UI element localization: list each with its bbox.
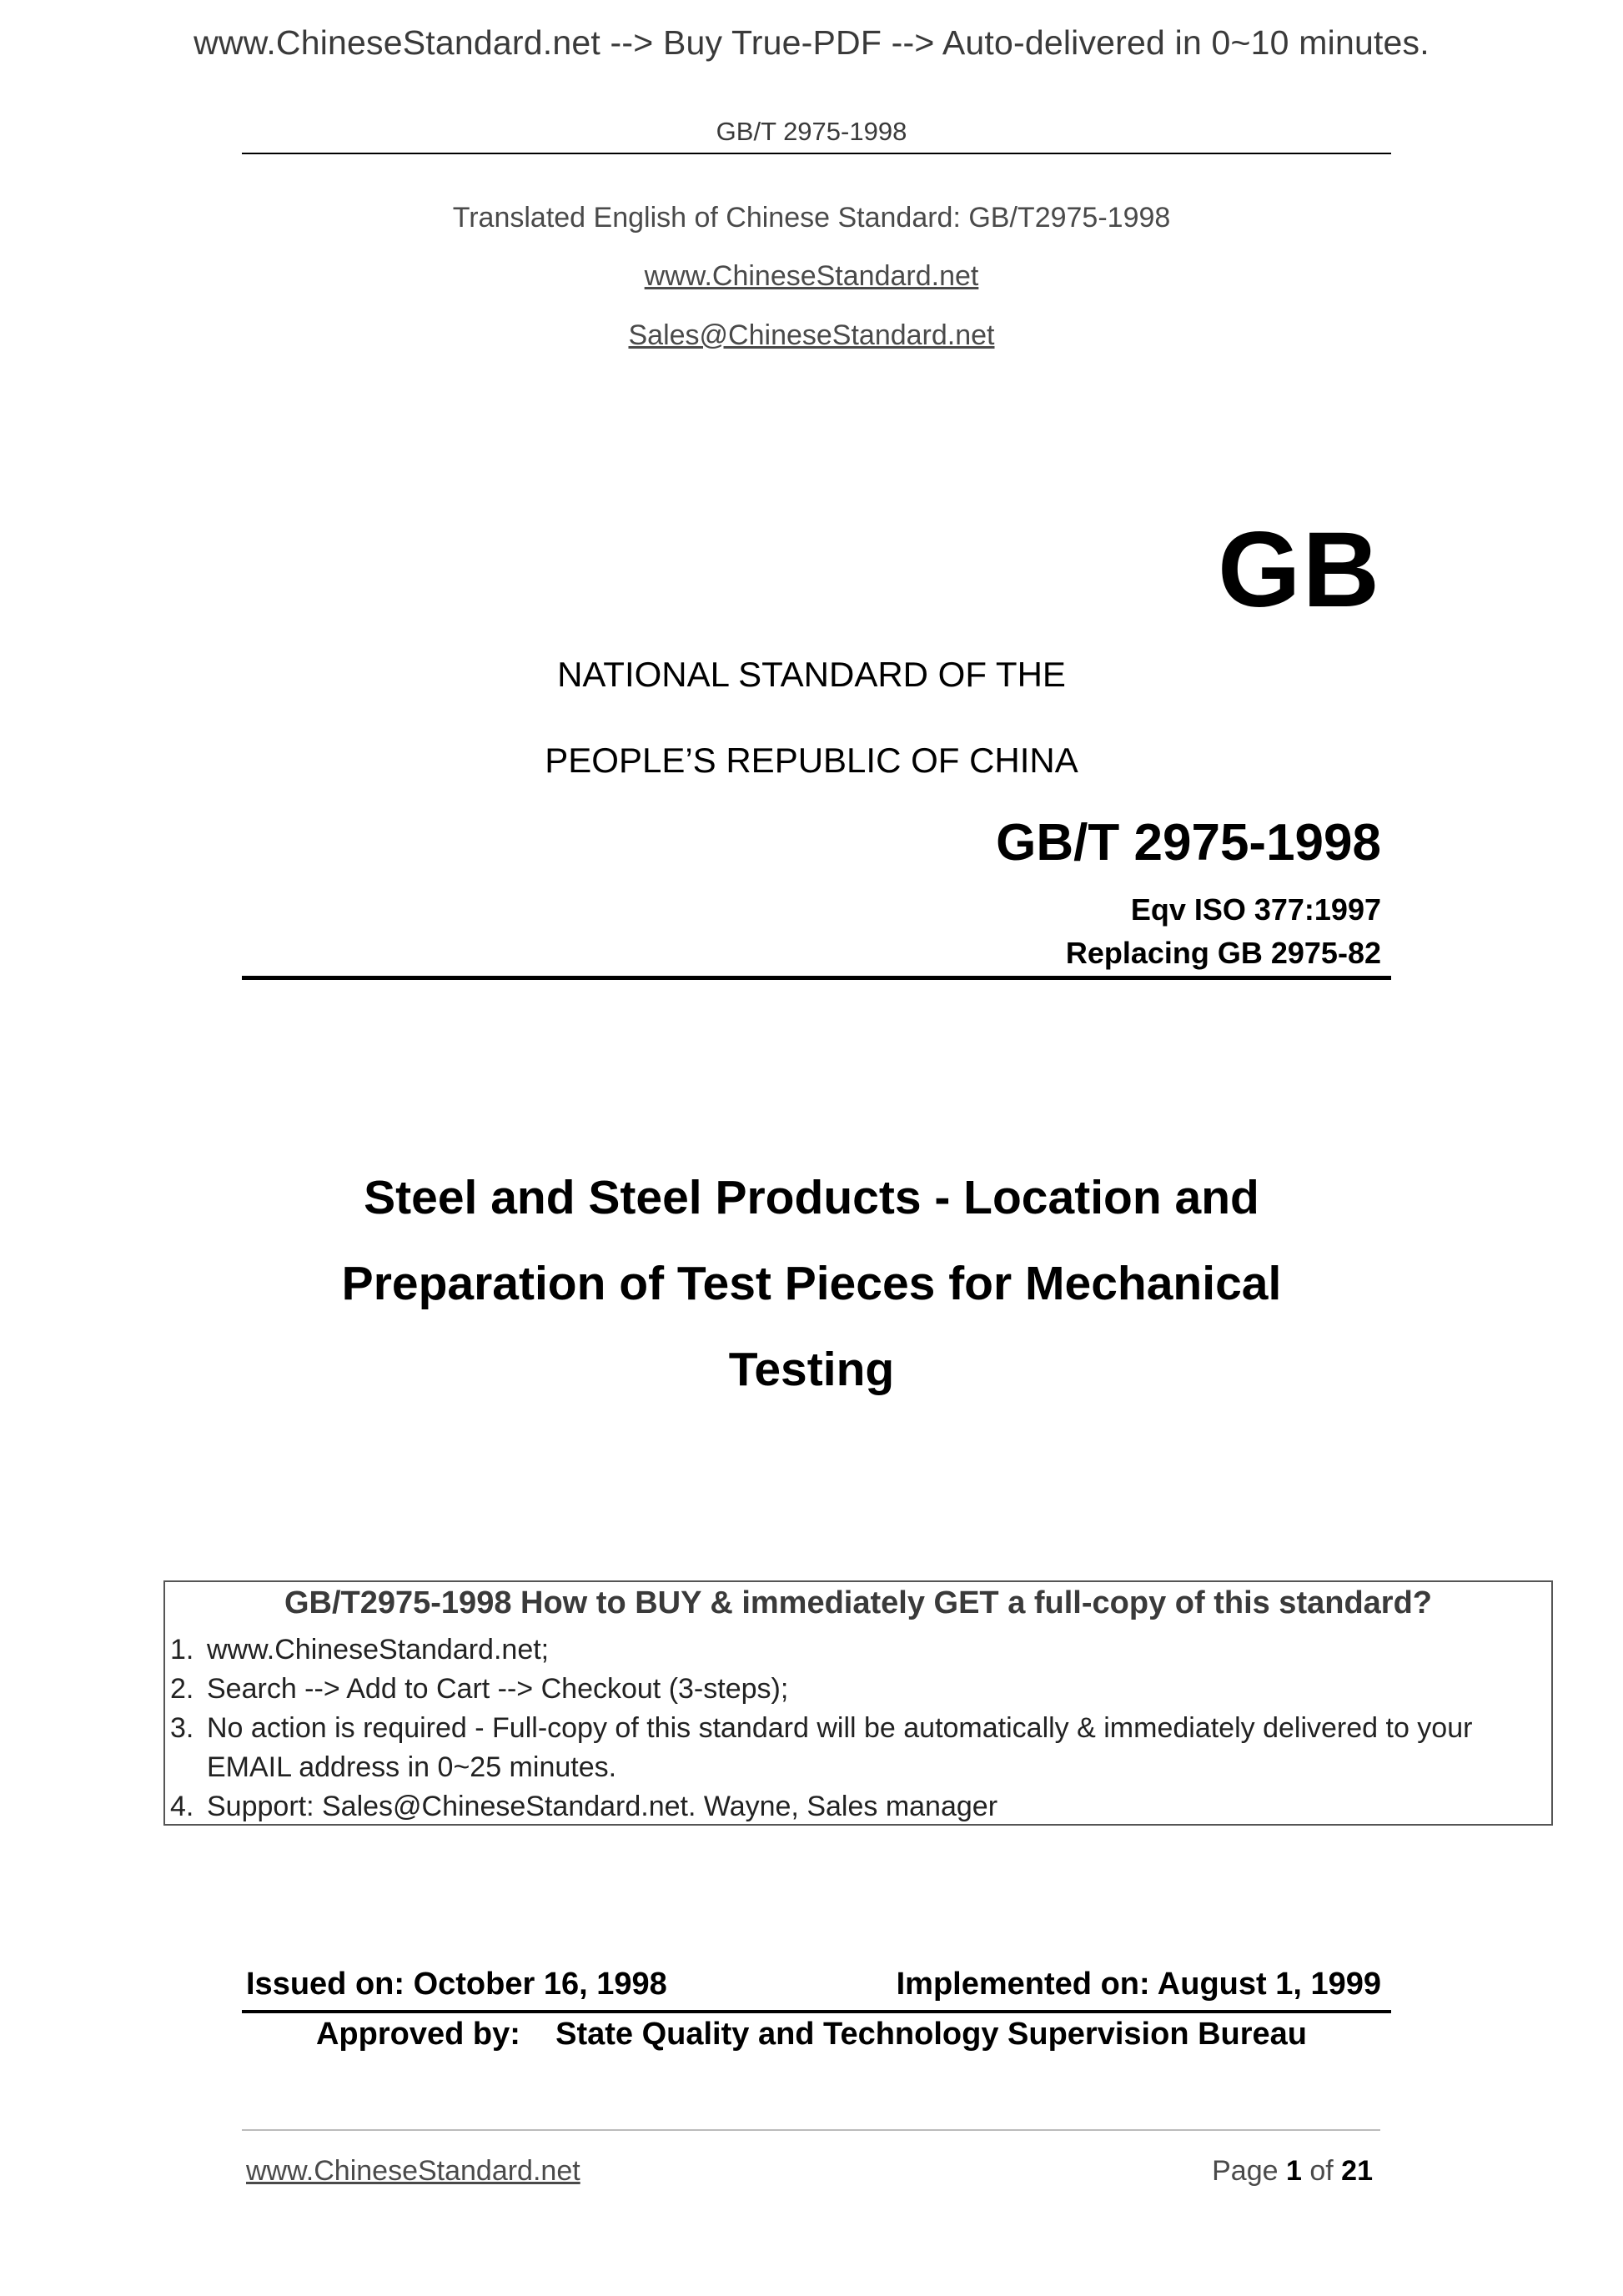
approved-by: Approved by: State Quality and Technology Supervision Bureau — [315, 2017, 1308, 2052]
document-title — [250, 1155, 1373, 1413]
implemented-date: Implemented on: August 1, 1999 — [896, 1967, 1381, 2002]
translated-notice: Translated English of Chinese Standard: GB/T2975-1998 — [452, 202, 1171, 234]
document-title-line-1: Steel and Steel Products - Location and — [364, 1171, 1259, 1224]
list-item-number: 3. — [170, 1712, 194, 1744]
dates-divider — [242, 2010, 1391, 2013]
site-link[interactable]: www.ChineseStandard.net — [644, 260, 979, 292]
page-current: 1 — [1285, 2155, 1302, 2187]
list-item — [170, 1709, 1546, 1787]
header-standard-code: GB/T 2975-1998 — [716, 117, 907, 146]
list-item-text: www.ChineseStandard.net; — [207, 1634, 550, 1665]
page-of: of — [1309, 2155, 1334, 2187]
standard-number: GB/T 2975-1998 — [996, 814, 1381, 872]
buy-instructions-box — [163, 1580, 1553, 1826]
page-label: Page — [1212, 2155, 1279, 2187]
equivalent-standard: Eqv ISO 377:1997 — [1130, 892, 1381, 927]
list-item-text: Support: Sales@ChineseStandard.net. Wayne, Sales manager — [207, 1791, 998, 1822]
replacing-standard: Replacing GB 2975-82 — [1065, 936, 1381, 970]
national-standard-line-2: PEOPLE’S REPUBLIC OF CHINA — [545, 741, 1078, 780]
document-title-line-2: Preparation of Test Pieces for Mechanical — [341, 1257, 1282, 1310]
list-item-text: No action is required - Full-copy of this standard will be automatically & immediately delivered to your EMAIL address in 0~25 minutes. — [207, 1712, 1473, 1783]
gb-mark: GB — [1218, 510, 1381, 630]
page-total: 21 — [1341, 2155, 1373, 2187]
footer-site-link[interactable]: www.ChineseStandard.net — [246, 2155, 580, 2187]
list-item-number: 4. — [170, 1791, 194, 1822]
footer-divider — [242, 2129, 1380, 2131]
list-item — [170, 1787, 1546, 1826]
list-item — [170, 1630, 1546, 1670]
national-standard-line-1: NATIONAL STANDARD OF THE — [557, 655, 1066, 694]
issued-date: Issued on: October 16, 1998 — [246, 1967, 667, 2002]
header-banner: www.ChineseStandard.net --> Buy True-PDF --> Auto-delivered in 0~10 minutes. — [193, 23, 1430, 62]
list-item-text: Search --> Add to Cart --> Checkout (3-steps); — [207, 1673, 789, 1705]
document-title-line-3: Testing — [728, 1343, 895, 1396]
list-item — [170, 1670, 1546, 1709]
buy-instructions-heading: GB/T2975-1998 How to BUY & immediately GET a full-copy of this standard? — [284, 1585, 1433, 1620]
list-item-number: 1. — [170, 1634, 194, 1665]
buy-steps-list — [170, 1630, 1546, 1826]
email-link[interactable]: Sales@ChineseStandard.net — [628, 319, 995, 351]
page-indicator — [1212, 2155, 1373, 2188]
standard-divider — [242, 976, 1391, 980]
list-item-number: 2. — [170, 1673, 194, 1705]
header-divider — [242, 153, 1391, 154]
